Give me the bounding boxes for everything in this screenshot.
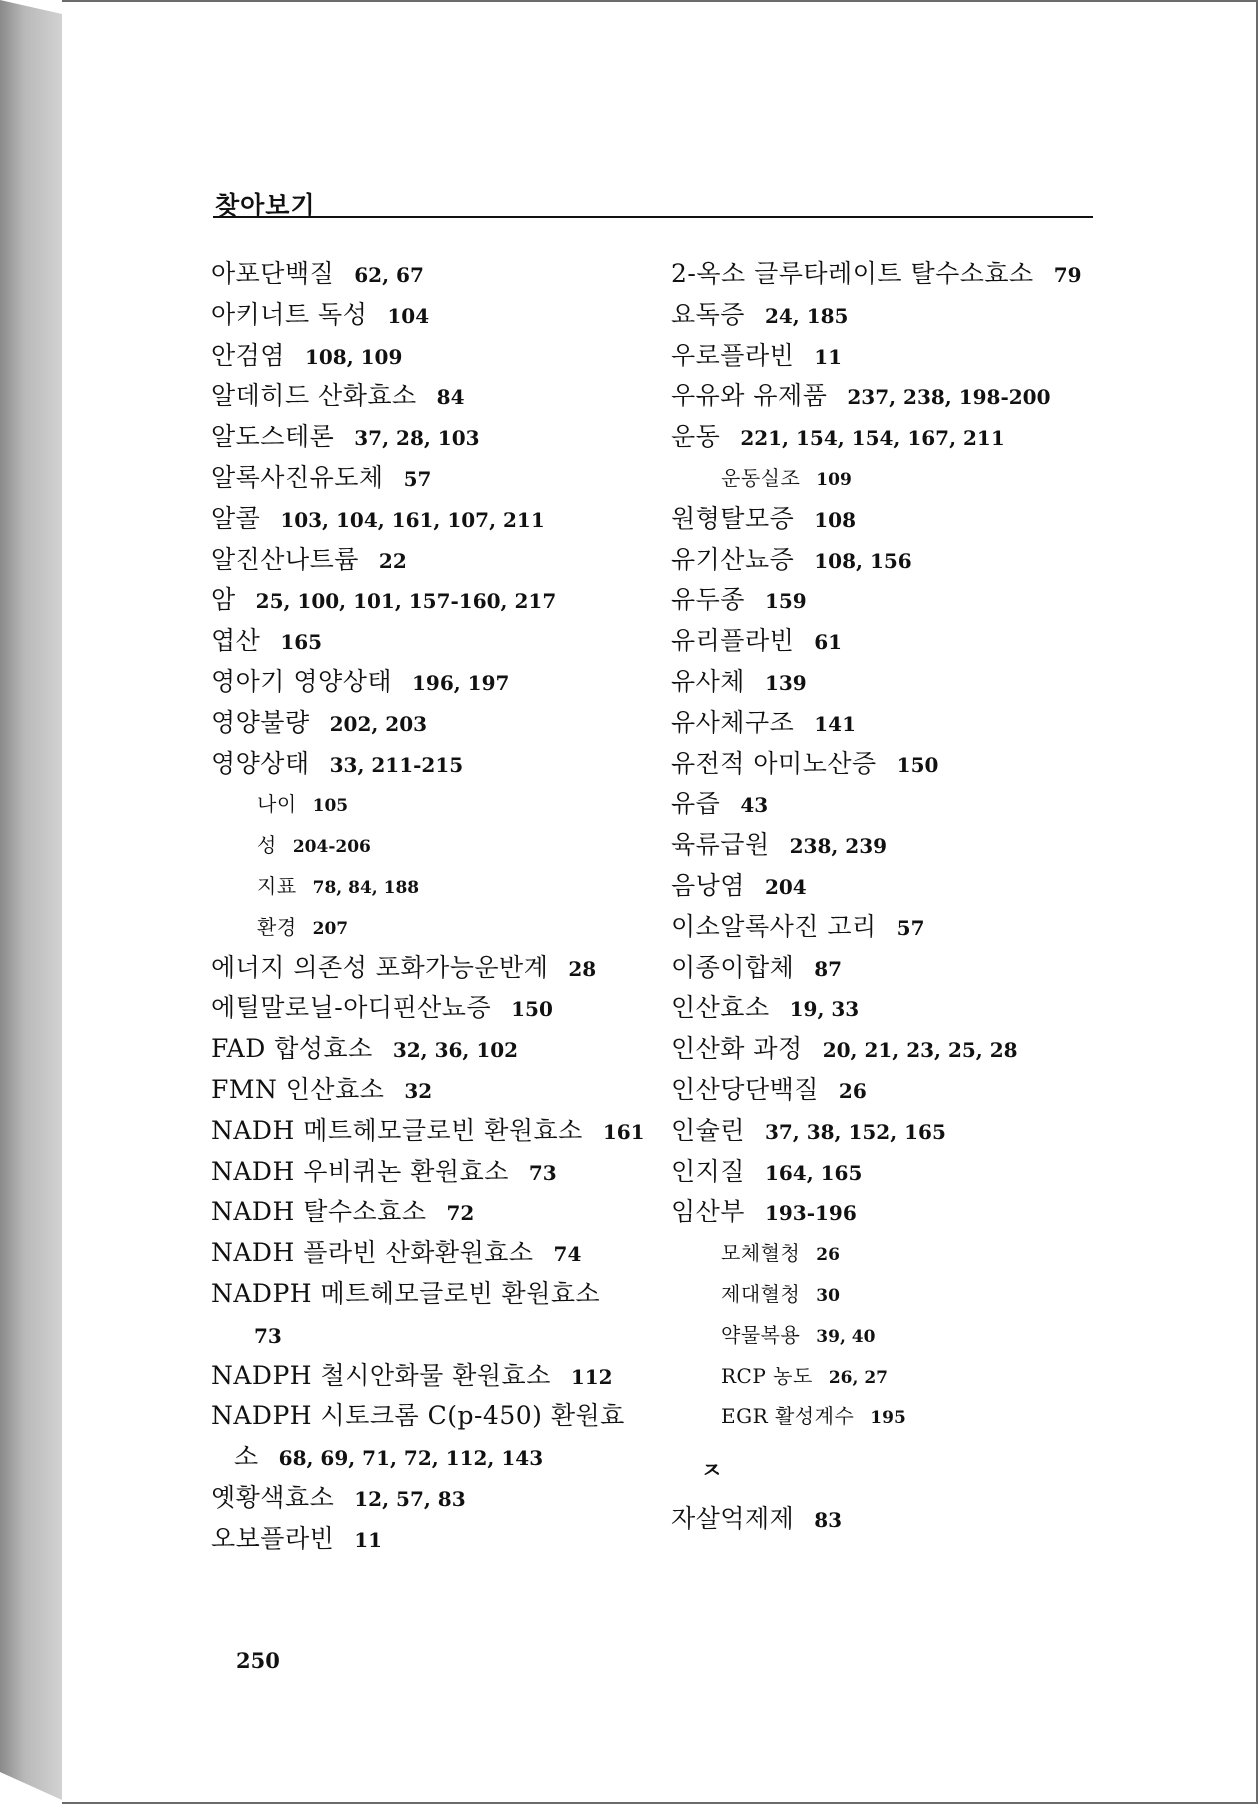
index-entry: [211, 499, 651, 540]
index-page-refs: 68, 69, 71, 72, 112, 143: [278, 1446, 544, 1471]
header-rule: [213, 216, 1093, 218]
index-term: EGR 활성계수: [721, 1404, 855, 1429]
index-entry: [671, 866, 1111, 907]
index-term: 암: [211, 585, 236, 615]
index-page-refs: 74: [553, 1242, 582, 1267]
index-page-refs: 207: [312, 918, 349, 939]
index-entry: [211, 376, 651, 417]
index-page-refs: 26, 27: [828, 1367, 888, 1388]
index-term: 우유와 유제품: [671, 381, 828, 411]
index-term: 에틸말로닐-아디핀산뇨증: [211, 993, 492, 1023]
index-page-refs: 32: [404, 1078, 433, 1103]
index-page-refs: 84: [436, 385, 465, 410]
index-term: 나이: [257, 792, 297, 817]
index-page-refs: 11: [354, 1527, 383, 1552]
index-page-refs: 43: [740, 793, 769, 818]
index-term: 에너지 의존성 포화가능운반계: [211, 952, 549, 982]
index-page-refs: 12, 57, 83: [354, 1486, 466, 1511]
index-entry: [671, 907, 1111, 948]
index-page-refs: 26: [816, 1245, 840, 1266]
index-page-refs: 24, 185: [764, 303, 849, 328]
index-entry: [211, 1356, 651, 1397]
index-page-refs: 204-206: [292, 837, 371, 858]
index-page-refs: 87: [814, 956, 843, 981]
index-term: 유두종: [671, 585, 745, 615]
index-term: 아포단백질: [211, 259, 335, 288]
index-page-refs: 165: [280, 630, 323, 655]
index-entry: [671, 988, 1111, 1029]
index-page-refs: 103, 104, 161, 107, 211: [280, 507, 545, 532]
index-page-refs: 73: [254, 1323, 282, 1348]
index-entry: [671, 295, 1111, 336]
index-entry: [211, 1519, 651, 1560]
index-page-refs: 25, 100, 101, 157-160, 217: [255, 589, 557, 614]
index-term: 우로플라빈: [671, 340, 795, 370]
index-entry: [671, 1152, 1111, 1193]
index-column-right: [671, 254, 1111, 1540]
index-entry: [211, 1029, 651, 1070]
index-page-refs: 108: [814, 507, 857, 532]
index-term: 인지질: [671, 1156, 745, 1186]
index-page-refs: 78, 84, 188: [312, 877, 420, 898]
index-entry: [211, 1152, 651, 1193]
index-entry: [211, 1192, 651, 1233]
index-term: 유사체: [671, 666, 745, 696]
index-page-refs: 19, 33: [789, 997, 860, 1022]
index-term: 원형탈모증: [671, 503, 795, 533]
index-page-refs: 104: [387, 303, 430, 328]
index-page-refs: 112: [570, 1364, 613, 1389]
index-term: 영아기 영양상태: [211, 666, 392, 696]
index-page-refs: 79: [1053, 263, 1082, 287]
index-term: NADPH 철시안화물 환원효소: [211, 1360, 551, 1390]
index-subentry: [671, 1233, 1111, 1274]
index-page-refs: 73: [528, 1160, 557, 1185]
index-entry: [211, 948, 651, 989]
index-entry: [671, 1499, 1111, 1540]
index-page-refs: 159: [764, 589, 807, 614]
index-page-refs: 61: [814, 630, 843, 655]
index-entry: [211, 1478, 651, 1519]
index-term: 모체혈청: [721, 1241, 801, 1266]
index-term: 지표: [257, 873, 297, 898]
index-entry: [671, 948, 1111, 989]
index-column-left: [211, 254, 651, 1560]
index-page-refs: 39, 40: [816, 1326, 876, 1347]
index-page-refs: 196, 197: [412, 670, 510, 695]
index-term: 자살억제제: [671, 1504, 795, 1534]
index-page-refs: 150: [896, 752, 939, 777]
index-term: 유사체구조: [671, 707, 795, 737]
index-entry: [671, 376, 1111, 417]
index-term: 이종이합체: [671, 952, 795, 982]
index-term: 영양상태: [211, 748, 310, 778]
index-term: 약물복용: [721, 1322, 801, 1347]
book-spine-edge: [0, 0, 62, 1806]
index-page-refs: 37, 28, 103: [354, 426, 480, 451]
index-entry: [671, 784, 1111, 825]
index-entry: [671, 662, 1111, 703]
index-term: NADH 플라빈 산화환원효소: [211, 1238, 534, 1268]
index-entry: [211, 988, 651, 1029]
index-entry: [211, 295, 651, 336]
index-term: 환경: [257, 914, 297, 939]
index-entry: [211, 540, 651, 581]
index-page-refs: 11: [814, 344, 843, 369]
index-term: 성: [257, 833, 277, 858]
index-subentry: [211, 825, 651, 866]
index-entry: [211, 580, 651, 621]
index-term: NADPH 메트헤모글로빈 환원효소: [211, 1278, 601, 1308]
index-entry: [671, 499, 1111, 540]
index-page-refs: 57: [403, 466, 432, 491]
index-entry: [211, 703, 651, 744]
index-subentry: [671, 1396, 1111, 1437]
index-term: 요독증: [671, 299, 745, 329]
index-term: 알진산나트륨: [211, 544, 359, 574]
index-page-refs: 237, 238, 198-200: [847, 385, 1051, 410]
index-letter-heading: [671, 1437, 1111, 1499]
index-entry: [671, 540, 1111, 581]
index-entry: [211, 458, 651, 499]
index-subentry: [671, 1356, 1111, 1397]
index-term: 엽산: [211, 626, 261, 656]
index-term: 임산부: [671, 1197, 745, 1227]
index-page-refs: 62, 67: [354, 263, 424, 287]
index-term: 이소알록사진 고리: [671, 911, 877, 941]
index-term: 영양불량: [211, 707, 310, 737]
index-entry: [671, 1192, 1111, 1233]
page-number: 250: [236, 1648, 280, 1673]
index-subentry: [671, 1315, 1111, 1356]
index-entry: [211, 662, 651, 703]
index-term: 유기산뇨증: [671, 544, 795, 574]
index-term: 오보플라빈: [211, 1523, 335, 1553]
index-page-refs: 238, 239: [789, 834, 888, 859]
index-page-refs: 57: [896, 915, 925, 940]
index-page-refs: 164, 165: [764, 1160, 863, 1185]
index-page-refs: 161: [602, 1119, 645, 1144]
index-term: 유즙: [671, 789, 721, 819]
index-term: 인산당단백질: [671, 1074, 819, 1104]
index-subentry: [671, 1274, 1111, 1315]
index-entry: [211, 417, 651, 458]
index-term: 알록사진유도체: [211, 462, 384, 492]
index-term: 옛황색효소: [211, 1482, 335, 1512]
index-term: 유전적 아미노산증: [671, 748, 877, 778]
index-entry: [211, 1274, 651, 1315]
index-page-refs: 20, 21, 23, 25, 28: [822, 1038, 1018, 1063]
index-page-refs: 202, 203: [329, 711, 428, 736]
index-page-refs: 30: [816, 1285, 840, 1306]
index-entry: [671, 1029, 1111, 1070]
index-page-refs: 22: [378, 548, 407, 573]
index-entry: [211, 1315, 651, 1356]
index-subentry: [211, 784, 651, 825]
index-page-refs: 139: [764, 670, 807, 695]
index-term: RCP 농도: [721, 1363, 813, 1388]
index-page-refs: 141: [814, 711, 857, 736]
index-term: 아키너트 독성: [211, 299, 368, 329]
index-term: NADPH 시토크롬 C(p-450) 환원효: [211, 1401, 625, 1431]
index-page-refs: 72: [446, 1201, 475, 1226]
index-entry: [671, 580, 1111, 621]
index-entry: [211, 744, 651, 785]
index-entry: [211, 621, 651, 662]
index-term: 인산효소: [671, 993, 770, 1023]
index-term: 안검염: [211, 340, 285, 370]
index-page-refs: 195: [870, 1408, 906, 1429]
index-page-refs: 37, 38, 152, 165: [764, 1119, 946, 1144]
index-term: NADH 탈수소효소: [211, 1197, 427, 1227]
index-entry: [211, 1437, 651, 1478]
index-entry: [671, 744, 1111, 785]
index-page-refs: 108, 109: [304, 344, 403, 369]
running-header: 찾아보기: [215, 191, 316, 220]
index-page-refs: 33, 211-215: [329, 752, 464, 777]
index-term: 운동: [671, 422, 721, 452]
index-entry: [671, 1111, 1111, 1152]
index-term: 인슐린: [671, 1115, 745, 1145]
index-term: 인산화 과정: [671, 1034, 803, 1064]
index-page-refs: 204: [764, 874, 807, 899]
index-entry: [671, 336, 1111, 377]
index-subentry: [211, 866, 651, 907]
index-page-refs: 32, 36, 102: [392, 1038, 519, 1063]
index-entry: [211, 254, 651, 295]
index-page-refs: 193-196: [764, 1201, 857, 1226]
index-term: 소: [234, 1442, 259, 1472]
index-term: 알도스테론: [211, 422, 335, 452]
index-term: 2-옥소 글루타레이트 탈수소효소: [671, 259, 1034, 288]
index-term: 제대혈청: [721, 1281, 801, 1306]
index-entry: [671, 417, 1111, 458]
index-page-refs: 150: [511, 997, 553, 1022]
index-term: ㅈ: [701, 1459, 723, 1485]
index-page-refs: 83: [814, 1508, 843, 1533]
index-page-refs: 109: [816, 469, 852, 490]
index-page-refs: 105: [312, 796, 349, 817]
index-term: FMN 인산효소: [211, 1074, 385, 1104]
index-term: 알데히드 산화효소: [211, 381, 417, 411]
index-entry: [211, 1233, 651, 1274]
index-term: 알콜: [211, 503, 261, 533]
index-entry: [671, 825, 1111, 866]
index-entry: [211, 1070, 651, 1111]
index-term: 유리플라빈: [671, 626, 795, 656]
index-entry: [671, 621, 1111, 662]
index-term: FAD 합성효소: [211, 1034, 373, 1064]
index-term: 육류급원: [671, 830, 770, 860]
index-entry: [671, 254, 1111, 295]
index-term: 음낭염: [671, 870, 745, 900]
index-term: NADH 메트헤모글로빈 환원효소: [211, 1115, 583, 1145]
index-term: NADH 우비퀴논 환원효소: [211, 1156, 509, 1186]
index-page-refs: 26: [838, 1078, 867, 1103]
index-entry: [211, 336, 651, 377]
index-entry: [671, 703, 1111, 744]
index-page-refs: 108, 156: [814, 548, 912, 573]
index-entry: [211, 1396, 651, 1437]
index-entry: [671, 1070, 1111, 1111]
index-subentry: [671, 458, 1111, 499]
index-page-refs: 221, 154, 154, 167, 211: [740, 426, 1005, 451]
index-entry: [211, 1111, 651, 1152]
index-subentry: [211, 907, 651, 948]
index-term: 운동실조: [721, 465, 801, 490]
index-page-refs: 28: [568, 956, 597, 981]
